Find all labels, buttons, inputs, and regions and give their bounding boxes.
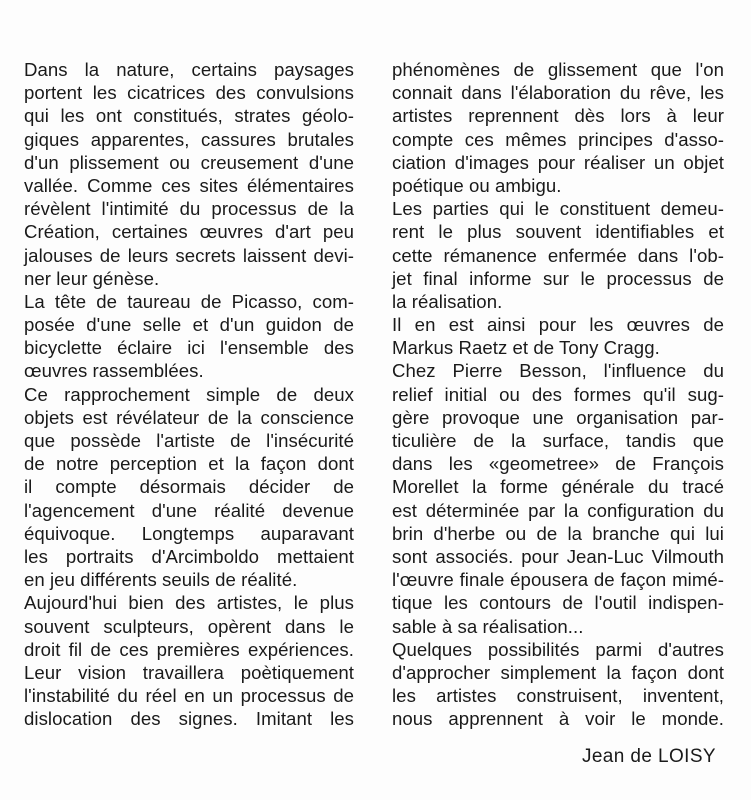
text-line: que possède l'artiste de l'insécurité <box>24 430 354 451</box>
text-line: qui les ont constitués, strates géolo- <box>24 105 354 127</box>
text-line: sable à sa réalisation... <box>392 615 584 637</box>
text-line: artistes reprennent dès lors à leur <box>392 105 724 127</box>
text-line: tique les contours de l'outil indispen- <box>392 592 724 614</box>
text-line: sont associés. pour Jean-Luc Vilmouth <box>392 545 724 567</box>
text-line: l'œuvre finale épousera de façon mimé- <box>392 569 724 591</box>
text-line: souvent sculpteurs, opèrent dans le <box>24 615 354 637</box>
left-text-column <box>24 58 354 730</box>
text-line: Il en est ainsi pour les œuvres de <box>392 314 724 336</box>
text-line: il compte désormais décider de <box>24 476 354 498</box>
text-line: objets est révélateur de la conscience <box>24 406 354 428</box>
text-line: Markus Raetz et de Tony Cragg. <box>392 337 660 359</box>
text-line: Morellet la forme générale du tracé <box>392 476 724 498</box>
text-line: équivoque. Longtemps auparavant <box>24 522 354 544</box>
text-line: dislocation des signes. Imitant les <box>24 708 354 730</box>
text-line: Chez Pierre Besson, l'influence du <box>392 360 724 382</box>
text-line: dans les «geometree» de François <box>392 453 724 475</box>
text-line: phénomènes de glissement que l'on <box>392 59 724 80</box>
text-line: révèlent l'intimité du processus de la <box>24 198 354 220</box>
text-line: d'approcher simplement la façon dont <box>392 661 724 683</box>
text-line: vallée. Comme ces sites élémentaires <box>24 174 354 196</box>
text-line: nous apprennent à voir le monde. <box>392 708 724 730</box>
text-line: compte ces mêmes principes d'asso- <box>392 128 724 150</box>
text-line: Quelques possibilités parmi d'autres <box>392 638 724 660</box>
text-line: Aujourd'hui bien des artistes, le plus <box>24 592 354 614</box>
text-line: la réalisation. <box>392 290 503 312</box>
text-line: connait dans l'élaboration du rêve, les <box>392 82 724 104</box>
text-line: relief initial ou des formes qu'il sug- <box>392 383 724 405</box>
text-line: La tête de taureau de Picasso, com- <box>24 290 354 312</box>
author-signature: Jean de LOISY <box>581 746 716 767</box>
text-line: est déterminée par la configuration du <box>392 499 724 521</box>
text-line: ciation d'images pour réaliser un objet <box>392 151 724 173</box>
text-line: les portraits d'Arcimboldo mettaient <box>24 545 354 567</box>
text-line: Leur vision travaillera poètiquement <box>24 661 354 683</box>
text-line: giques apparentes, cassures brutales <box>24 128 354 150</box>
text-line: poétique ou ambigu. <box>392 174 562 196</box>
text-line: rent le plus souvent identifiables et <box>392 221 724 243</box>
text-line: gère provoque une organisation par- <box>392 406 724 428</box>
text-line: jet final informe sur le processus de <box>392 267 724 289</box>
text-line: portent les cicatrices des convulsions <box>24 82 354 104</box>
text-line: Les parties qui le constituent demeu- <box>392 198 724 220</box>
text-line: jalouses de leurs secrets laissent devi- <box>24 244 354 266</box>
text-line: posée d'une selle et d'un guidon de <box>24 314 354 336</box>
text-line: les artistes construisent, inventent, <box>392 685 724 707</box>
text-line: cette rémanence enfermée dans l'ob- <box>392 244 724 266</box>
text-line: ticulière de la surface, tandis que <box>392 430 724 451</box>
text-line: en jeu différents seuils de réalité. <box>24 569 298 591</box>
text-line: Ce rapprochement simple de deux <box>24 383 354 405</box>
text-line: d'un plissement ou creusement d'une <box>24 151 354 173</box>
text-line: ner leur génèse. <box>24 267 160 289</box>
text-line: droit fil de ces premières expériences. <box>24 638 354 660</box>
text-line: l'instabilité du réel en un processus de <box>24 685 354 707</box>
text-line: de notre perception et la façon dont <box>24 453 354 475</box>
text-line: Dans la nature, certains paysages <box>24 59 354 80</box>
right-text-column <box>392 58 724 730</box>
text-line: bicyclette éclaire ici l'ensemble des <box>24 337 354 359</box>
text-line: l'agencement d'une réalité devenue <box>24 499 354 521</box>
text-line: œuvres rassemblées. <box>24 360 204 382</box>
text-line: Création, certaines œuvres d'art peu <box>24 221 354 243</box>
text-line: brin d'herbe ou de la branche qui lui <box>392 522 724 544</box>
